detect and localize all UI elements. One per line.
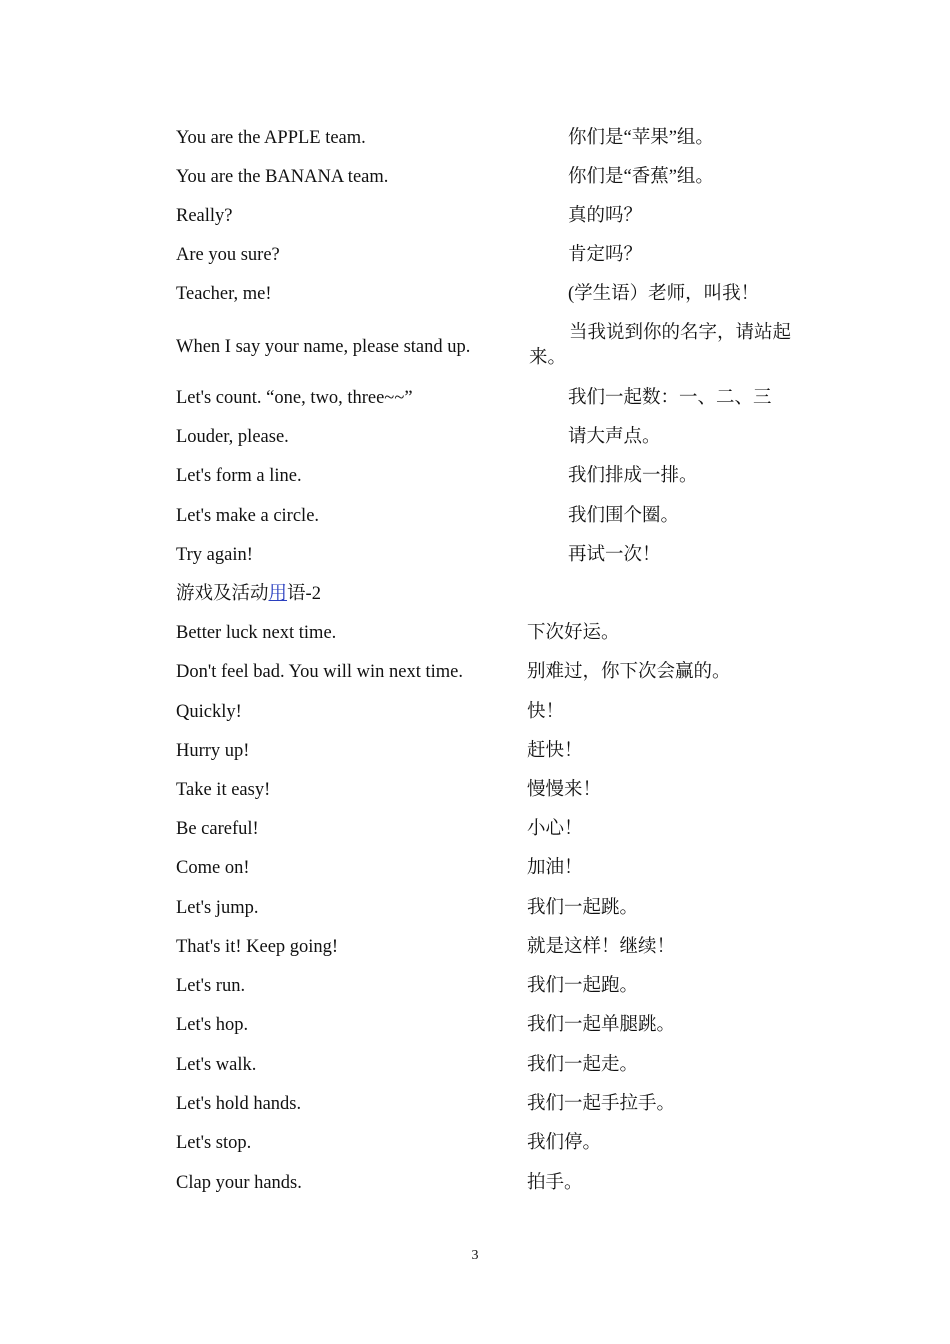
chinese-translation: 我们一起手拉手。 (527, 1094, 676, 1114)
english-phrase: Be careful! (176, 819, 259, 839)
chinese-translation: 我们一起单腿跳。 (527, 1015, 676, 1035)
chinese-translation: 我们排成一排。 (568, 466, 698, 486)
heading-text-after: 语-2 (287, 584, 321, 604)
chinese-translation: 真的吗？ (568, 206, 643, 226)
english-phrase: Louder, please. (176, 427, 289, 447)
english-phrase: Better luck next time. (176, 623, 337, 643)
chinese-translation: 下次好运。 (527, 623, 620, 643)
english-phrase: Let's count. “one, two, three~~” (176, 388, 413, 408)
english-phrase: Try again! (176, 545, 253, 565)
english-phrase: Let's hold hands. (176, 1094, 302, 1114)
english-phrase: Really? (176, 206, 233, 226)
chinese-translation: 你们是“香蕉”组。 (568, 167, 714, 187)
chinese-translation: 慢慢来！ (527, 780, 602, 800)
chinese-translation: 我们一起跑。 (527, 976, 639, 996)
english-phrase: Clap your hands. (176, 1173, 302, 1193)
section-heading (176, 582, 321, 606)
chinese-translation: 小心！ (527, 819, 583, 839)
english-phrase: Don't feel bad. You will win next time. (176, 662, 463, 682)
chinese-translation: 拍手。 (527, 1173, 583, 1193)
chinese-translation: 我们围个圈。 (568, 506, 680, 526)
chinese-translation: 就是这样！继续！ (527, 937, 676, 957)
chinese-translation: 我们一起走。 (527, 1055, 639, 1075)
chinese-translation: 请大声点。 (568, 427, 661, 447)
chinese-translation: 加油！ (527, 858, 583, 878)
page-number: 3 (471, 1248, 479, 1263)
english-phrase: Let's stop. (176, 1133, 252, 1153)
english-phrase: You are the APPLE team. (176, 128, 366, 148)
chinese-translation: 我们停。 (527, 1133, 602, 1153)
heading-link[interactable]: 用 (268, 584, 288, 604)
english-phrase: You are the BANANA team. (176, 167, 389, 187)
english-phrase: Quickly! (176, 702, 242, 722)
chinese-translation: 我们一起数：一、二、三 (568, 388, 772, 408)
chinese-translation: 当我说到你的名字，请站起来。 (529, 323, 792, 368)
english-phrase: Come on! (176, 858, 250, 878)
english-phrase: Let's jump. (176, 898, 259, 918)
phrase-row (176, 321, 816, 373)
chinese-translation: 别难过，你下次会赢的。 (527, 662, 731, 682)
english-phrase: That's it! Keep going! (176, 937, 339, 957)
chinese-translation: 肯定吗？ (568, 245, 643, 265)
heading-text-before: 游戏及活动 (176, 584, 269, 604)
chinese-translation: 快！ (527, 702, 565, 722)
english-phrase: Let's run. (176, 976, 246, 996)
chinese-translation: 再试一次！ (568, 545, 661, 565)
english-phrase: Let's make a circle. (176, 506, 320, 526)
english-phrase: Are you sure? (176, 245, 280, 265)
chinese-translation: 赶快！ (527, 741, 583, 761)
english-phrase: Teacher, me! (176, 284, 272, 304)
chinese-translation: 我们一起跳。 (527, 898, 639, 918)
english-phrase: Let's form a line. (176, 466, 302, 486)
chinese-translation: 你们是“苹果”组。 (568, 128, 714, 148)
english-phrase: When I say your name, please stand up. (176, 337, 471, 357)
english-phrase: Take it easy! (176, 780, 271, 800)
chinese-translation: (学生语）老师，叫我！ (568, 284, 760, 304)
english-phrase: Let's walk. (176, 1055, 257, 1075)
english-phrase: Let's hop. (176, 1015, 249, 1035)
english-phrase: Hurry up! (176, 741, 250, 761)
